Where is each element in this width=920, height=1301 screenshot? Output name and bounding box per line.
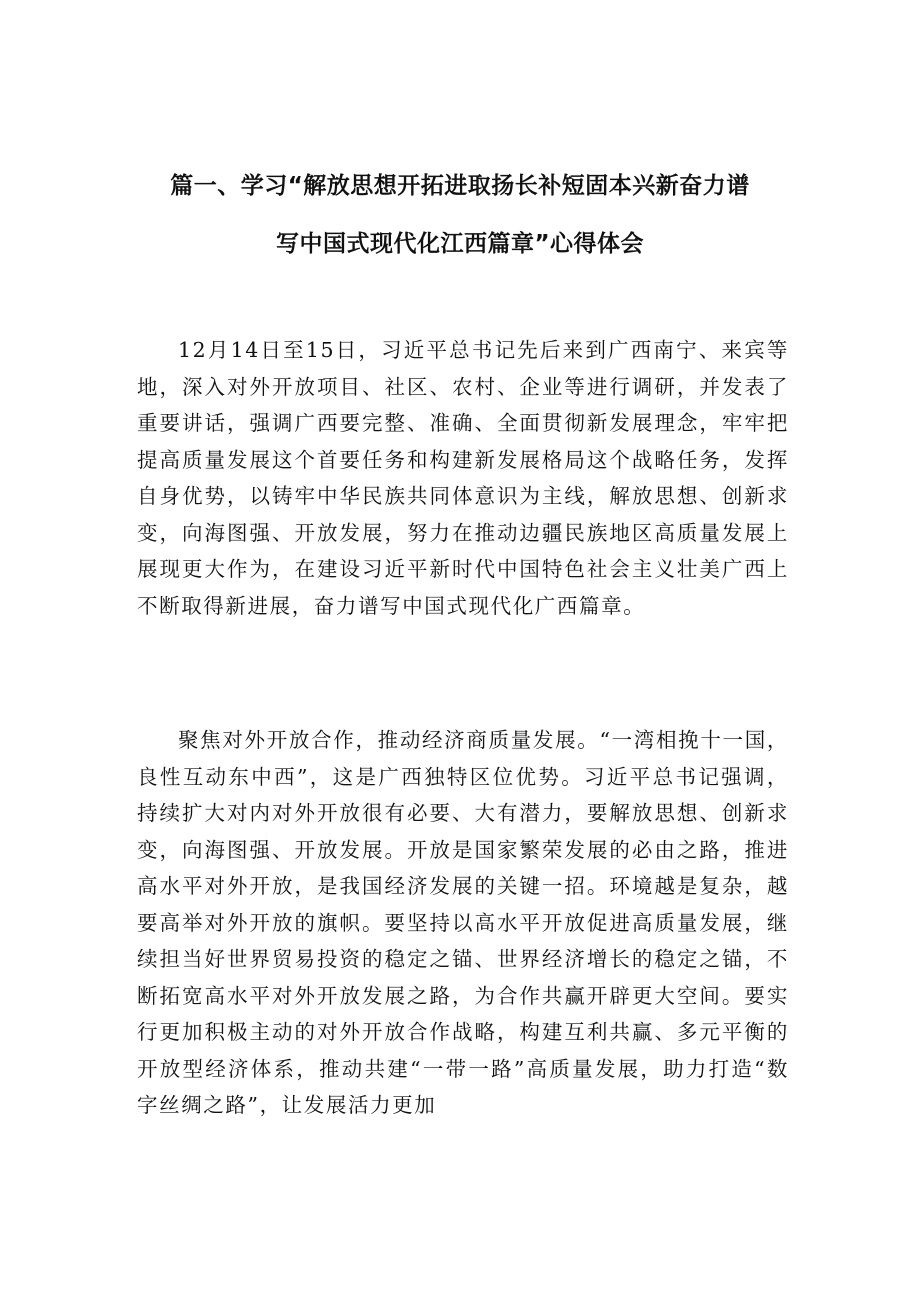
body-paragraph-1: 12月14日至15日，习近平总书记先后来到广西南宁、来宾等地，深入对外开放项目、社区、农村、企业等进行调研，并发表了重要讲话，强调广西要完整、准确、全面贯彻新发展理念，牢牢把提高质量发展这个首要任务和构建新发展格局这个战略任务，发挥自身优势，以铸牢中华民族共同体意识为主线，解放思想、创新求变，向海图强、开放发展，努力在推动边疆民族地区高质量发展上展现更大作为，在建设习近平新时代中国特色社会主义壮美广西上不断取得新进展，奋力谱写中国式现代化广西篇章。	[137, 338, 789, 618]
body-paragraph-1-block	[137, 332, 789, 624]
document-title-line-1: 篇一、学习“解放思想开拓进取扬长补短固本兴新奋力谱	[170, 173, 750, 199]
body-paragraph-2-block	[137, 722, 789, 1124]
document-title-line-2: 写中国式现代化江西篇章”心得体会	[275, 231, 645, 257]
body-paragraph-2: 聚焦对外开放合作，推动经济商质量发展。“一湾相挽十一国，良性互动东中西”，这是广西独特区位优势。习近平总书记强调，持续扩大对内对外开放很有必要、大有潜力，要解放思想、创新求变，向海图强、开放发展。开放是国家繁荣发展的必由之路，推进高水平对外开放，是我国经济发展的关键一招。环境越是复杂，越要高举对外开放的旗帜。要坚持以高水平开放促进高质量发展，继续担当好世界贸易投资的稳定之锚、世界经济增长的稳定之锚，不断拓宽高水平对外开放发展之路，为合作共赢开辟更大空间。要实行更加积极主动的对外开放合作战略，构建互利共赢、多元平衡的开放型经济体系，推动共建“一带一路”高质量发展，助力打造“数字丝绸之路”，让发展活力更加	[137, 728, 789, 1117]
